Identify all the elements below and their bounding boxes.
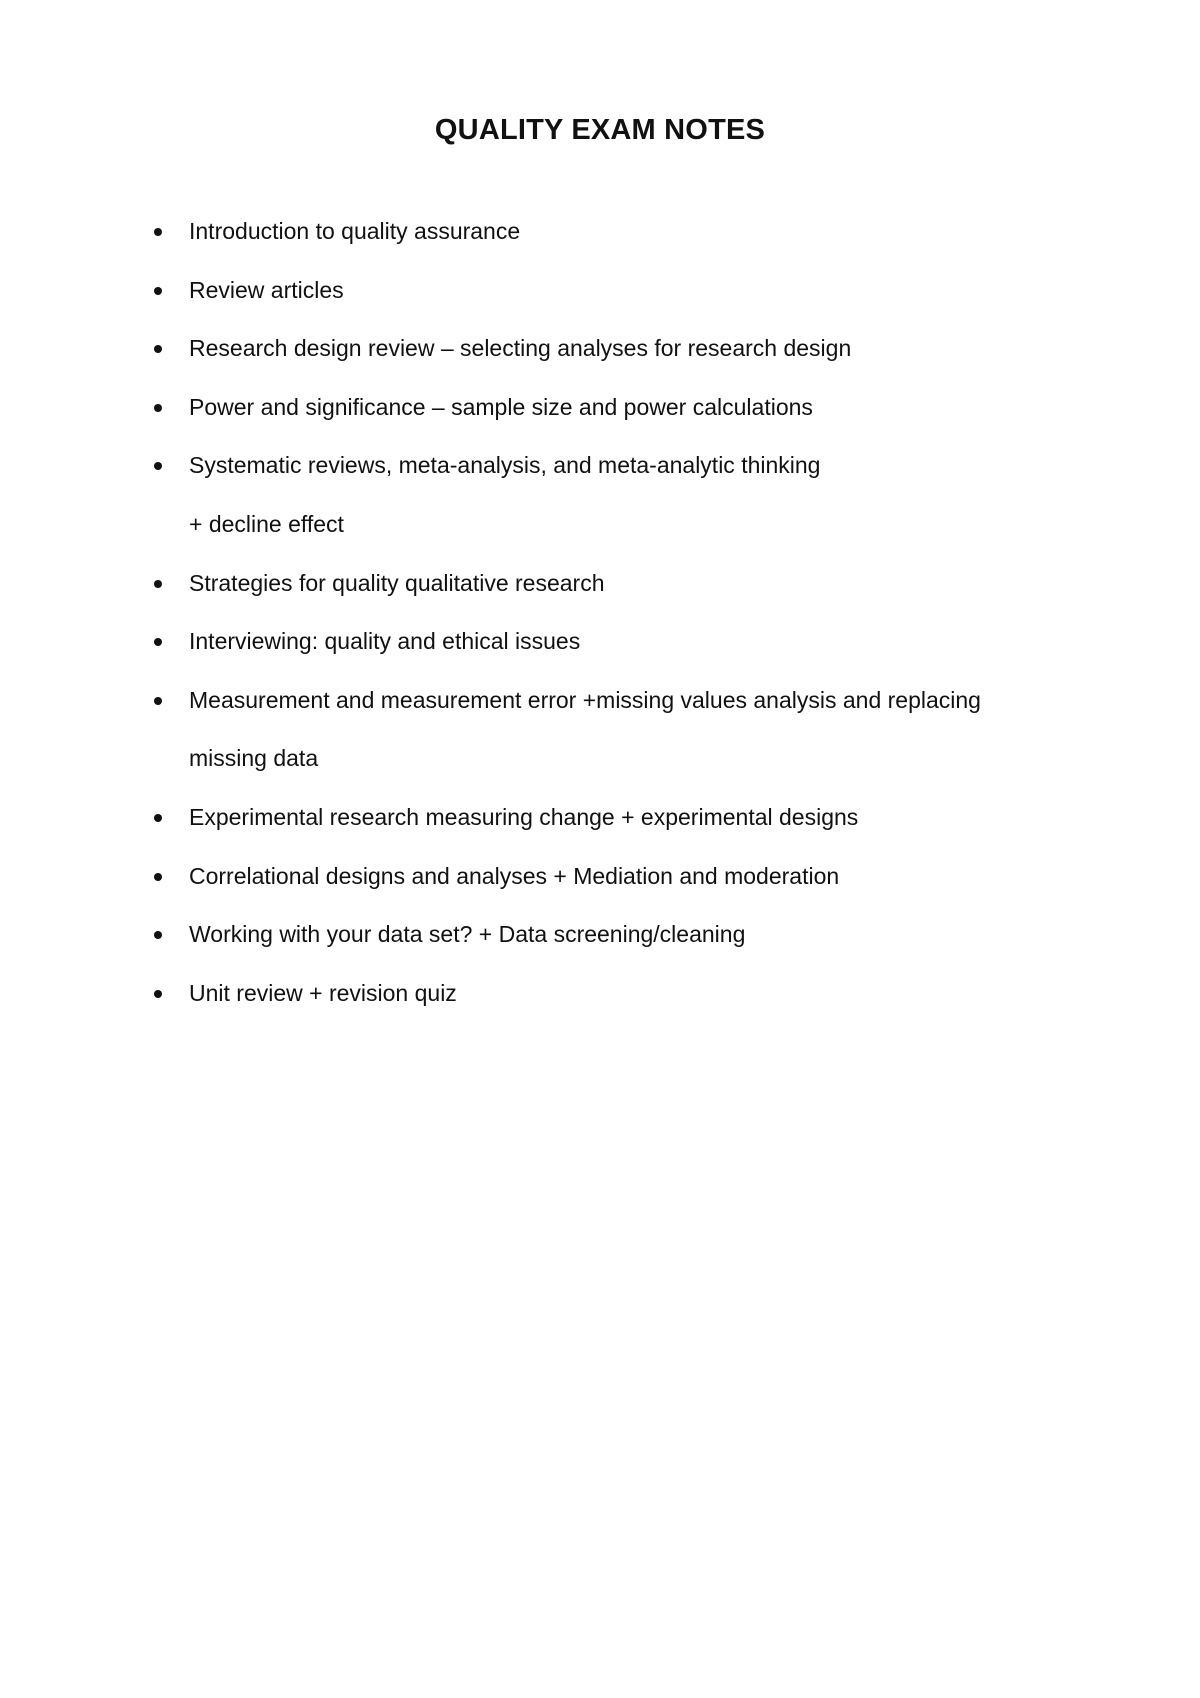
list-item-text: Working with your data set? + Data screening/cleaning (189, 921, 746, 948)
bullet-icon (154, 873, 162, 881)
list-item (0, 919, 981, 978)
list-item-text: Systematic reviews, meta-analysis, and meta-analytic thinking (189, 452, 821, 479)
notes-list (0, 216, 981, 1036)
list-item (0, 626, 981, 685)
list-item-text: missing data (189, 745, 319, 772)
bullet-icon (154, 697, 162, 705)
list-item-text: Introduction to quality assurance (189, 218, 521, 244)
bullet-icon (154, 228, 162, 236)
list-item-text: Review articles (189, 276, 344, 303)
list-item (0, 978, 981, 1037)
list-item-text: Experimental research measuring change + experimental designs (189, 803, 859, 830)
bullet-icon (154, 580, 162, 588)
list-item-continuation (0, 509, 981, 568)
bullet-icon (154, 287, 162, 295)
list-item-text: Unit review + revision quiz (189, 979, 457, 1006)
bullet-icon (154, 462, 162, 470)
page-title: QUALITY EXAM NOTES (434, 114, 766, 146)
list-item-text: Power and significance – sample size and power calculations (189, 393, 813, 420)
list-item-text: Interviewing: quality and ethical issues (189, 628, 581, 655)
bullet-icon (154, 931, 162, 939)
list-item (0, 802, 981, 861)
list-item (0, 216, 981, 275)
list-item (0, 392, 981, 451)
bullet-icon (154, 990, 162, 998)
list-item-text: Correlational designs and analyses + Mediation and moderation (189, 862, 840, 889)
bullet-icon (154, 345, 162, 353)
list-item (0, 333, 981, 392)
list-item (0, 275, 981, 334)
bullet-icon (154, 638, 162, 646)
list-item (0, 685, 981, 744)
list-item-text: Measurement and measurement error +missing values analysis and replacing (189, 686, 981, 713)
list-item (0, 568, 981, 627)
list-item-text: + decline effect (189, 510, 344, 537)
list-item-text: Strategies for quality qualitative research (189, 569, 605, 596)
list-item (0, 450, 981, 509)
list-item-text: Research design review – selecting analyses for research design (189, 335, 852, 362)
list-item-continuation (0, 743, 981, 802)
list-item (0, 861, 981, 920)
bullet-icon (154, 404, 162, 412)
bullet-icon (154, 814, 162, 822)
